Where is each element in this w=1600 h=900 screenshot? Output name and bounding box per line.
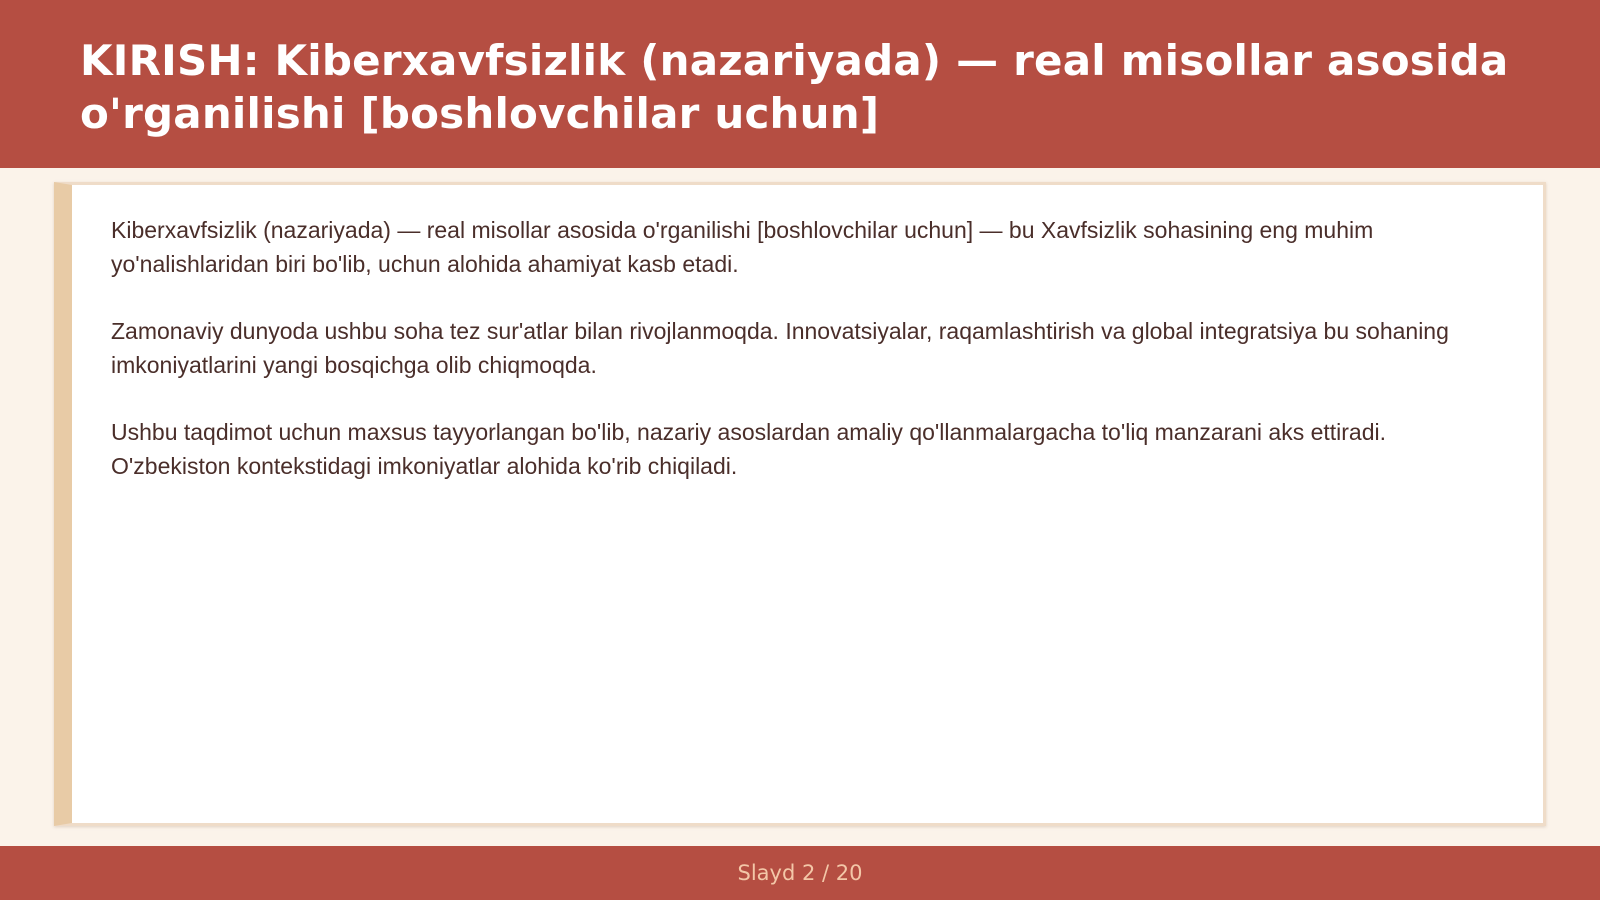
paragraph-presentation-scope: Ushbu taqdimot uchun maxsus tayyorlangan bo'lib, nazariy asoslardan amaliy qo'llanmalargacha to'liq manzarani aks ettiradi. O'zbekiston kontekstidagi imkoniyatlar alohida ko'rib chiqiladi. xyxy=(111,419,1387,479)
paragraph-modern-world: Zamonaviy dunyoda ushbu soha tez sur'atlar bilan rivojlanmoqda. Innovatsiyalar, raqamlashtirish va global integratsiya bu sohaning imkoniyatlarini yangi bosqichga olib chiqmoqda. xyxy=(111,318,1449,378)
slide-footer xyxy=(0,846,1600,900)
slide-title: KIRISH: Kiberxavfsizlik (nazariyada) — real misollar asosida o'rganilishi [boshlovchilar uchun] xyxy=(80,36,1509,138)
slide-header xyxy=(0,0,1600,168)
paragraph-intro: Kiberxavfsizlik (nazariyada) — real misollar asosida o'rganilishi [boshlovchilar uchun] — bu Xavfsizlik sohasining eng muhim yo'nalishlaridan biri bo'lib, uchun alohida ahamiyat kasb etadi. xyxy=(111,217,1374,277)
slide-number: Slayd 2 / 20 xyxy=(737,861,863,885)
content-card xyxy=(54,182,1546,826)
